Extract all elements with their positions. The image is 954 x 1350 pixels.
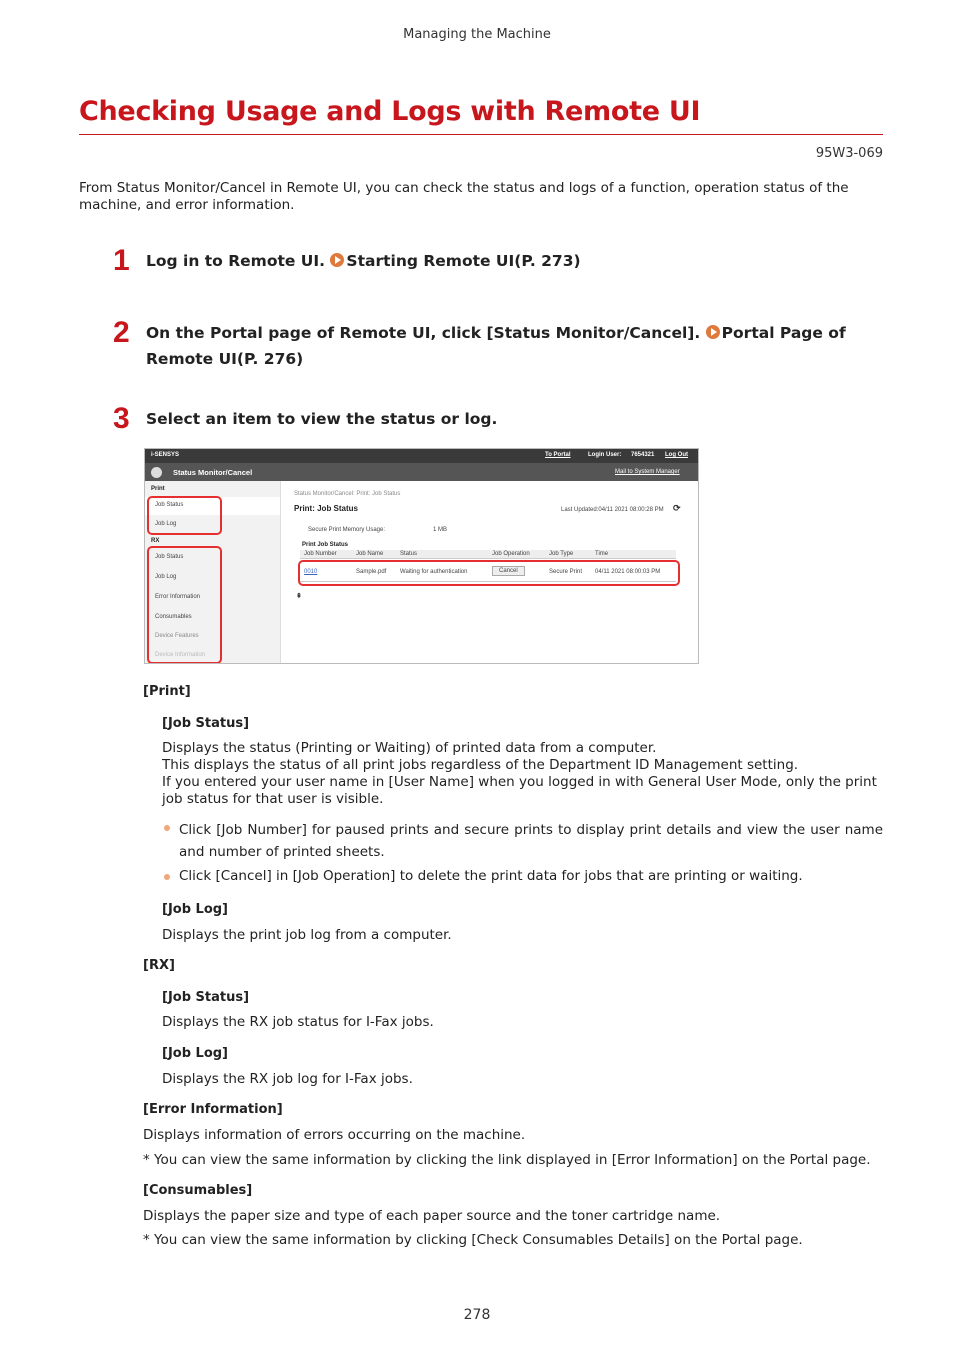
rx-heading: [RX] <box>143 958 175 973</box>
step-3-text: Select an item to view the status or log. <box>146 410 498 428</box>
error-heading: [Error Information] <box>143 1102 283 1117</box>
job-time: 04/11 2021 08:00:03 PM <box>595 569 661 575</box>
bullet-icon <box>164 825 170 831</box>
title-rule <box>79 134 883 135</box>
intro-paragraph: From Status Monitor/Cancel in Remote UI, you can check the status and logs of a function, operation status of the machine, and error information. <box>79 180 849 213</box>
step-2-text <box>146 320 866 372</box>
page-number: 278 <box>463 1307 491 1323</box>
consumables-note: * You can view the same information by clicking [Check Consumables Details] on the Portal page. <box>143 1232 803 1248</box>
mail-link[interactable]: Mail to System Manager <box>615 469 680 475</box>
print-job-status-line-1: Displays the status (Printing or Waiting) of printed data from a computer. <box>162 740 657 756</box>
logout-link[interactable]: Log Out <box>665 452 688 458</box>
col-job-operation: Job Operation <box>492 551 530 557</box>
last-updated: Last Updated:04/11 2021 08:00:28 PM <box>561 507 664 513</box>
side-job-status[interactable]: Job Status <box>155 502 184 508</box>
job-name: Sample.pdf <box>356 569 387 575</box>
consumables-desc: Displays the paper size and type of each paper source and the toner cartridge name. <box>143 1208 721 1224</box>
table-title: Print Job Status <box>302 542 349 548</box>
step-2-label: On the Portal page of Remote UI, click [Status Monitor/Cancel]. <box>146 324 706 342</box>
print-job-status-line-2: This displays the status of all print jobs regardless of the Department ID Management setting. <box>162 757 799 773</box>
side-error-info[interactable]: Error Information <box>155 594 201 600</box>
bullet-icon <box>164 874 170 880</box>
link-arrow-icon <box>706 325 720 339</box>
secure-memory-value: 1 MB <box>433 527 448 533</box>
consumables-heading: [Consumables] <box>143 1183 253 1198</box>
bullet-2: Click [Cancel] in [Job Operation] to delete the print data for jobs that are printing or waiting. <box>179 868 803 884</box>
link-arrow-icon <box>330 253 344 267</box>
print-job-status-desc <box>162 740 883 808</box>
print-heading: [Print] <box>143 684 191 699</box>
login-user-id: 7654321 <box>631 452 655 458</box>
print-job-status-line-3: If you entered your user name in [User Name] when you logged in with General User Mode, only the print job status for that user is visible. <box>162 774 877 807</box>
step-1-link[interactable]: Starting Remote UI(P. 273) <box>346 252 581 270</box>
rx-job-status-desc: Displays the RX job status for I-Fax jobs. <box>162 1014 434 1030</box>
error-desc: Displays information of errors occurring on the machine. <box>143 1127 526 1143</box>
col-job-name: Job Name <box>356 551 384 557</box>
col-status: Status <box>400 551 418 557</box>
side-device-info[interactable]: Device Information <box>155 652 206 658</box>
rx-job-log-desc: Displays the RX job log for I-Fax jobs. <box>162 1071 413 1087</box>
refresh-icon[interactable]: ⟳ <box>673 503 681 513</box>
step-2-link[interactable]: Portal Page of Remote UI(P. 276) <box>146 324 846 368</box>
page-heading: Print: Job Status <box>294 504 359 513</box>
side-print-heading: Print <box>151 486 165 492</box>
job-type: Secure Print <box>549 569 583 575</box>
step-1-label: Log in to Remote UI. <box>146 252 331 270</box>
brand-logo: i-SENSYS <box>151 452 180 458</box>
col-time: Time <box>595 551 609 557</box>
side-rx-job-status[interactable]: Job Status <box>155 554 184 560</box>
step-3-number: 3 <box>113 402 130 435</box>
breadcrumb: Status Monitor/Cancel: Print: Job Status <box>294 491 401 497</box>
step-2-number: 2 <box>113 316 130 349</box>
secure-memory-label: Secure Print Memory Usage: <box>308 527 386 533</box>
highlight-print <box>147 496 222 535</box>
status-monitor-icon <box>151 467 162 478</box>
side-rx-heading: RX <box>151 538 160 544</box>
error-note: * You can view the same information by clicking the link displayed in [Error Information] on the Portal page. <box>143 1152 871 1168</box>
doc-id: 95W3-069 <box>815 146 883 161</box>
highlight-job-row <box>298 560 680 586</box>
section-title: Status Monitor/Cancel <box>173 468 253 477</box>
side-rx-job-log[interactable]: Job Log <box>155 574 177 580</box>
job-status: Waiting for authentication <box>400 569 468 575</box>
remote-ui-section-bar <box>145 463 698 481</box>
remote-ui-screenshot <box>144 448 699 664</box>
print-job-status-heading: [Job Status] <box>162 716 250 731</box>
side-job-log[interactable]: Job Log <box>155 521 177 527</box>
col-job-type: Job Type <box>549 551 574 557</box>
highlight-rx-and-info <box>147 546 222 664</box>
page-title: Checking Usage and Logs with Remote UI <box>79 96 701 127</box>
login-user-label: Login User: <box>588 452 622 458</box>
print-job-log-heading: [Job Log] <box>162 902 229 917</box>
job-number-link[interactable]: 0010 <box>304 569 318 575</box>
running-header: Managing the Machine <box>403 27 551 42</box>
scroll-top-icon[interactable]: ⇞ <box>296 593 302 600</box>
remote-ui-topbar <box>145 449 698 463</box>
print-job-log-desc: Displays the print job log from a computer. <box>162 927 452 943</box>
rx-job-status-heading: [Job Status] <box>162 990 250 1005</box>
rx-job-log-heading: [Job Log] <box>162 1046 229 1061</box>
side-consumables[interactable]: Consumables <box>155 614 192 620</box>
side-device-features[interactable]: Device Features <box>155 633 199 639</box>
step-1-number: 1 <box>113 244 130 277</box>
bullet-1: Click [Job Number] for paused prints and secure prints to display print details and view the user name and number of printed sheets. <box>179 822 883 860</box>
col-job-number: Job Number <box>304 551 337 557</box>
cancel-button[interactable]: Cancel <box>492 566 525 576</box>
to-portal-link[interactable]: To Portal <box>545 452 571 458</box>
step-1-text <box>146 248 866 274</box>
